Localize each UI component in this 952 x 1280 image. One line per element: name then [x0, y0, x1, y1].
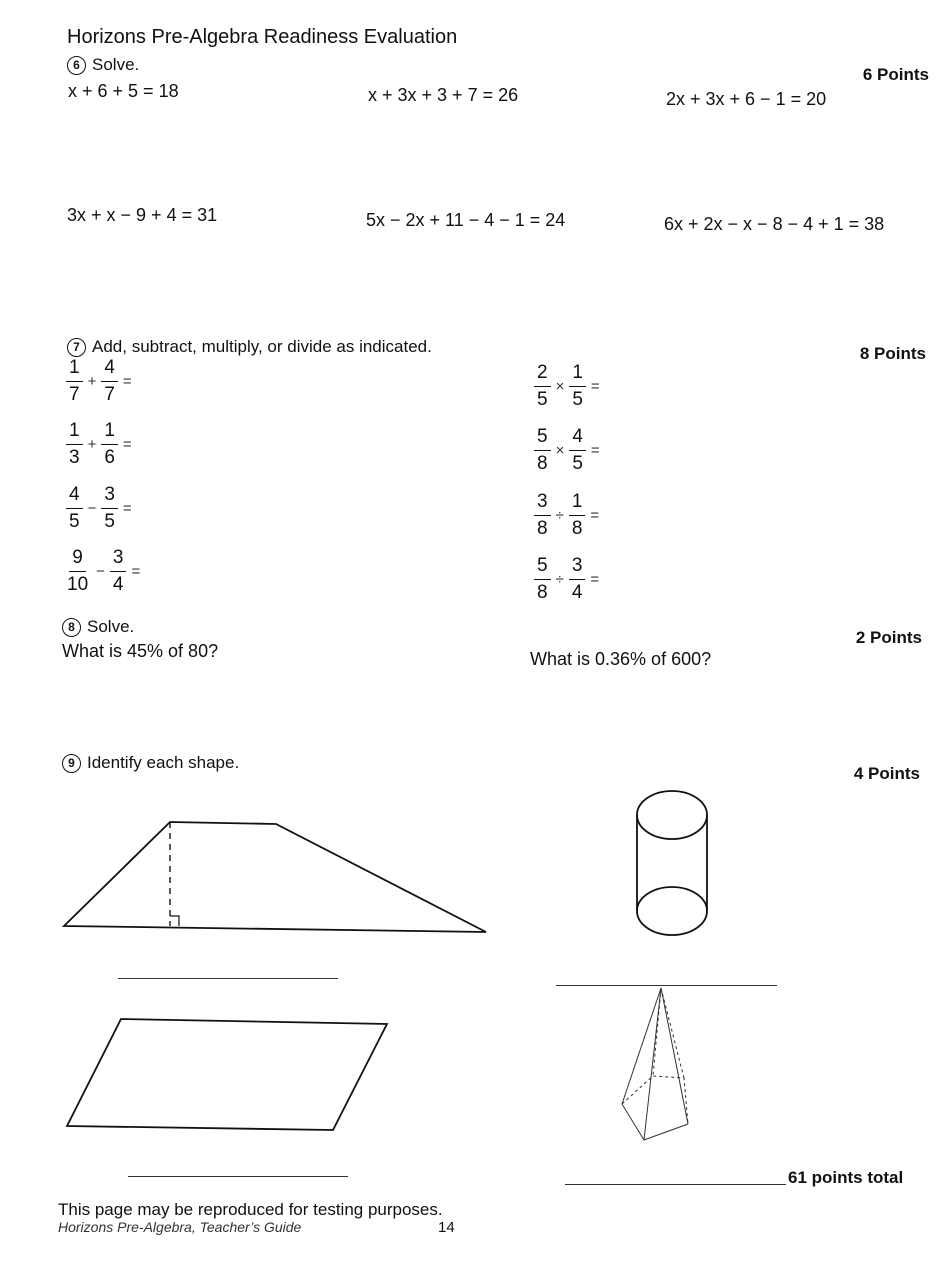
numerator: 3: [110, 547, 127, 572]
denominator: 8: [571, 518, 583, 539]
answer-line-trapezoid[interactable]: [118, 978, 338, 979]
equation-2: x + 3x + 3 + 7 = 26: [368, 85, 519, 105]
numerator: 4: [101, 357, 118, 382]
equals-sign: =: [122, 500, 132, 517]
trapezoid-shape: [64, 822, 486, 932]
section-6-number: 6: [67, 56, 86, 75]
denominator: 5: [69, 511, 80, 532]
equals-sign: =: [122, 373, 132, 390]
question-1: What is 45% of 80?: [62, 641, 219, 661]
operator: ÷: [555, 507, 564, 524]
parallelogram-shape: [67, 1019, 387, 1130]
operator: ÷: [555, 571, 564, 588]
denominator: 5: [104, 511, 115, 532]
numerator: 1: [66, 420, 83, 445]
answer-line-parallelogram[interactable]: [128, 1176, 348, 1177]
numerator: 2: [534, 362, 551, 387]
section-7-points: 8 Points: [859, 344, 926, 363]
numerator: 4: [569, 426, 586, 451]
section-9-instruction: Identify each shape.: [87, 753, 240, 772]
equals-sign: =: [590, 378, 600, 395]
denominator: 8: [537, 582, 548, 603]
denominator: 6: [104, 447, 115, 468]
operator: −: [96, 563, 105, 580]
denominator: 7: [104, 384, 115, 405]
numerator: 1: [569, 491, 586, 516]
denominator: 10: [67, 574, 89, 595]
section-7-number: 7: [67, 338, 86, 357]
numerator: 1: [101, 420, 118, 445]
section-7-instruction: Add, subtract, multiply, or divide as indicated.: [92, 337, 432, 356]
answer-line-pyramid[interactable]: [565, 1184, 786, 1185]
equation-1: x + 6 + 5 = 18: [68, 81, 179, 101]
pyramid-shape: [622, 988, 688, 1140]
cylinder-shape: [637, 791, 707, 935]
numerator: 3: [101, 484, 118, 509]
operator: ×: [555, 442, 565, 459]
page-number: 14: [438, 1219, 455, 1236]
section-9-number: 9: [62, 754, 81, 773]
equation-3: 2x + 3x + 6 − 1 = 20: [666, 89, 827, 109]
section-8-number: 8: [62, 618, 81, 637]
equals-sign: =: [131, 563, 141, 580]
equals-sign: =: [122, 436, 132, 453]
reproduction-note: This page may be reproduced for testing purposes.: [58, 1200, 443, 1219]
numerator: 1: [569, 362, 586, 387]
numerator: 1: [66, 357, 83, 382]
denominator: 5: [537, 389, 548, 410]
numerator: 4: [66, 484, 83, 509]
numerator: 5: [534, 555, 551, 580]
operator: +: [87, 436, 97, 453]
section-8-points: 2 Points: [855, 628, 922, 647]
denominator: 3: [69, 447, 80, 468]
section-9-points: 4 Points: [853, 764, 920, 783]
denominator: 7: [69, 384, 80, 405]
operator: ×: [555, 378, 565, 395]
denominator: 8: [537, 518, 548, 539]
equals-sign: =: [590, 507, 600, 524]
numerator: 3: [534, 491, 551, 516]
denominator: 8: [537, 453, 548, 474]
equation-4: 3x + x − 9 + 4 = 31: [67, 205, 218, 225]
denominator: 4: [571, 582, 583, 603]
points-total: 61 points total: [788, 1168, 904, 1187]
numerator: 5: [534, 426, 551, 451]
denominator: 5: [572, 453, 583, 474]
operator: −: [87, 500, 97, 517]
operator: +: [87, 373, 97, 390]
equation-6: 6x + 2x − x − 8 − 4 + 1 = 38: [664, 214, 885, 234]
section-8-instruction: Solve.: [87, 617, 135, 636]
book-title: Horizons Pre-Algebra, Teacher’s Guide: [58, 1219, 302, 1235]
equation-5: 5x − 2x + 11 − 4 − 1 = 24: [366, 210, 566, 230]
question-2: What is 0.36% of 600?: [530, 649, 712, 669]
numerator: 3: [569, 555, 586, 580]
equals-sign: =: [590, 442, 600, 459]
numerator: 9: [69, 547, 86, 572]
section-6-points: 6 Points: [862, 65, 929, 84]
section-6-instruction: Solve.: [92, 55, 140, 74]
denominator: 4: [112, 574, 124, 595]
equals-sign: =: [590, 571, 600, 588]
page-title: Horizons Pre-Algebra Readiness Evaluation: [67, 26, 458, 48]
denominator: 5: [572, 389, 583, 410]
answer-line-cylinder[interactable]: [556, 985, 777, 986]
